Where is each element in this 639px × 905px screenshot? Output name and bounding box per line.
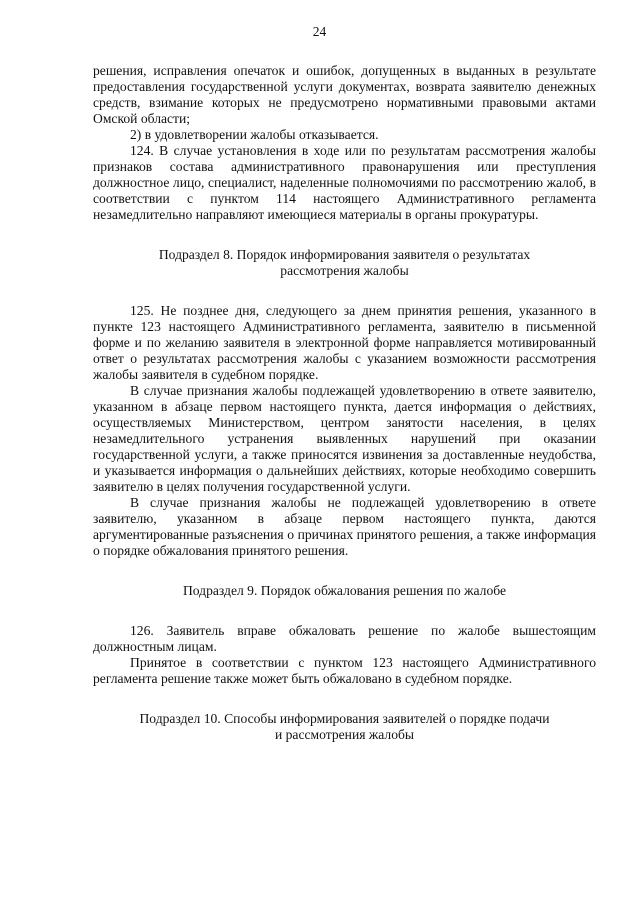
subsection-9-heading — [93, 583, 596, 599]
document-body — [93, 63, 596, 743]
paragraph-125-satisfied: В случае признания жалобы подлежащей удовлетворению в ответе заявителю, указанном в абзаце первом настоящего пункта, дается информация о действиях, осуществляемых Министерством, центром занятости населения, в целях незамедлительного устранения выявленных нарушений при оказании государственной услуги, а также приносятся извинения за доставленные неудобства, и указывается информация о дальнейших действиях, которые необходимо совершить заявителю в целях получения государственной услуги. — [93, 383, 596, 494]
paragraph-125-rejected: В случае признания жалобы не подлежащей удовлетворению в ответе заявителю, указанном в абзаце первом настоящего пункта, даются аргументированные разъяснения о причинах принятого решения, а также информация о порядке обжалования принятого решения. — [93, 495, 596, 558]
subsection-9-heading-line1: Подраздел 9. Порядок обжалования решения по жалобе — [182, 583, 507, 598]
paragraph-item-2: 2) в удовлетворении жалобы отказывается. — [130, 127, 379, 142]
page-number: 24 — [312, 24, 327, 39]
subsection-8-heading-line1: Подраздел 8. Порядок информирования заявителя о результатах — [158, 247, 531, 262]
paragraph-126-court: Принятое в соответствии с пунктом 123 настоящего Административного регламента решение также может быть обжаловано в судебном порядке. — [93, 655, 596, 686]
subsection-10-heading — [93, 711, 596, 743]
paragraph-continuation: решения, исправления опечаток и ошибок, допущенных в выданных в результате предоставления государственной услуги документах, возврата заявителю денежных средств, взимание которых не предусмотрено нормативными правовыми актами Омской области; — [93, 63, 596, 126]
paragraph-124: 124. В случае установления в ходе или по результатам рассмотрения жалобы признаков состава административного правонарушения или преступления должностное лицо, специалист, наделенные полномочиями по рассмотрению жалоб, в соответствии с пунктом 114 настоящего Административного регламента незамедлительно направляют имеющиеся материалы в органы прокуратуры. — [93, 143, 596, 222]
subsection-10-heading-line2: и рассмотрения жалобы — [274, 727, 415, 742]
paragraph-126: 126. Заявитель вправе обжаловать решение по жалобе вышестоящим должностным лицам. — [93, 623, 596, 654]
subsection-10-heading-line1: Подраздел 10. Способы информирования заявителей о порядке подачи — [139, 711, 550, 726]
subsection-8-heading — [93, 247, 596, 279]
subsection-8-heading-line2: рассмотрения жалобы — [280, 263, 409, 278]
paragraph-125: 125. Не позднее дня, следующего за днем принятия решения, указанного в пункте 123 настоящего Административного регламента, заявителю в письменной форме и по желанию заявителя в электронной форме направляется мотивированный ответ о результатах рассмотрения жалобы с указанием возможности рассмотрения жалобы заявителя в судебном порядке. — [93, 303, 596, 382]
